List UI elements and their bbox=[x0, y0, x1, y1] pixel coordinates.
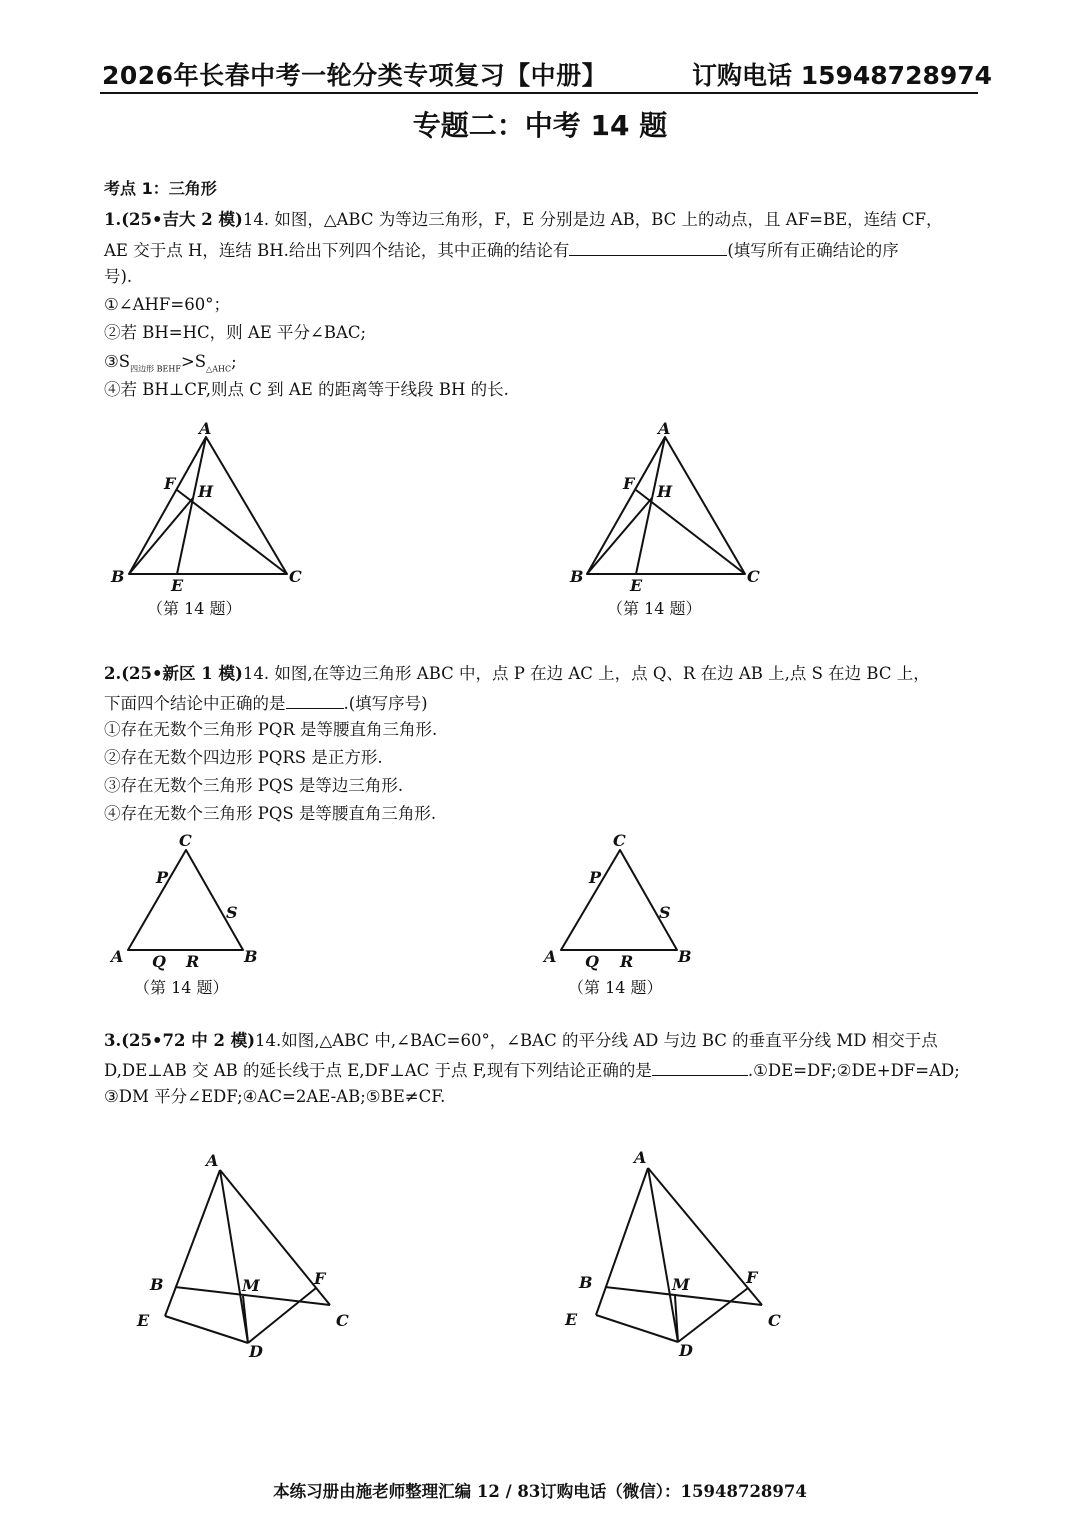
q2-source: (25•新区 1 模) bbox=[121, 664, 243, 683]
q1-figure-caption-left: （第 14 题） bbox=[147, 599, 242, 618]
q1-text-a: 14. 如图，△ABC 为等边三角形，F，E 分别是边 AB，BC 上的动点，且 AF=BE，连结 CF， bbox=[242, 210, 943, 229]
q2r-triangle-abc bbox=[561, 850, 677, 950]
q3r-segment-ad bbox=[648, 1168, 678, 1342]
q2-text-b1: 下面四个结论中正确的是 bbox=[104, 694, 286, 713]
q2-figure-caption-right: （第 14 题） bbox=[568, 978, 663, 997]
q1-text-b1: AE 交于点 H，连结 BH.给出下列四个结论，其中正确的结论有 bbox=[104, 241, 570, 260]
q3-source: (25•72 中 2 模) bbox=[121, 1031, 256, 1050]
q2-figure-left bbox=[128, 850, 243, 950]
q1l-segment-ae bbox=[177, 437, 206, 574]
q2-conclusion-3: ③存在无数个三角形 PQS 是等边三角形. bbox=[104, 776, 404, 795]
q3-text-c: ③DM 平分∠EDF;④AC=2AE-AB;⑤BE≠CF. bbox=[104, 1087, 446, 1106]
q1l-label-f: F bbox=[164, 474, 176, 493]
q2r-label-c: C bbox=[613, 831, 626, 850]
q1l-segment-cf bbox=[177, 490, 287, 574]
q1-c3-mid: >S bbox=[180, 352, 207, 371]
q3l-label-m: M bbox=[242, 1276, 260, 1295]
q2-figure-right bbox=[561, 850, 677, 950]
q3r-label-b: B bbox=[579, 1273, 593, 1292]
q3r-segment-ae bbox=[596, 1168, 648, 1315]
q1l-label-b: B bbox=[111, 567, 125, 586]
q3r-segment-ac bbox=[648, 1168, 762, 1305]
q3-figure-left bbox=[165, 1170, 330, 1343]
q3r-label-d: D bbox=[679, 1341, 693, 1360]
q2r-label-a: A bbox=[544, 947, 557, 966]
q2r-label-p: P bbox=[589, 868, 602, 887]
q1-conclusion-2: ②若 BH=HC，则 AE 平分∠BAC; bbox=[104, 323, 367, 342]
q3l-label-d: D bbox=[249, 1342, 263, 1361]
q3-text-a: 14.如图,△ABC 中,∠BAC=60°，∠BAC 的平分线 AD 与边 BC 的垂直平分线 MD 相交于点 bbox=[255, 1031, 938, 1050]
q2r-label-r: R bbox=[620, 952, 634, 971]
q1-text-c: 号). bbox=[104, 267, 133, 286]
page-footer: 本练习册由施老师整理汇编 12 / 83订购电话（微信）：15948728974 bbox=[273, 1482, 807, 1501]
q1-text-b2: (填写所有正确结论的序 bbox=[727, 241, 899, 260]
q3l-segment-ae bbox=[165, 1170, 220, 1316]
q2l-label-a: A bbox=[111, 947, 124, 966]
q1l-label-e: E bbox=[171, 576, 184, 595]
q3r-label-m: M bbox=[672, 1275, 690, 1294]
q3r-segment-de bbox=[596, 1315, 678, 1342]
q3r-label-e: E bbox=[565, 1310, 578, 1329]
q1-c3-sub1: 四边形 BEHF bbox=[130, 364, 181, 374]
q3r-label-f: F bbox=[746, 1268, 758, 1287]
q2-conclusion-2: ②存在无数个四边形 PQRS 是正方形. bbox=[104, 748, 383, 767]
q1-conclusion-1: ①∠AHF=60°； bbox=[104, 295, 230, 314]
q2l-label-s: S bbox=[226, 903, 238, 922]
q1-c3-sub2: △AHC bbox=[206, 364, 232, 374]
q2l-label-q: Q bbox=[152, 952, 166, 971]
q2l-label-r: R bbox=[186, 952, 200, 971]
q1-number: 1. bbox=[104, 210, 122, 229]
q2-conclusion-1: ①存在无数个三角形 PQR 是等腰直角三角形. bbox=[104, 720, 438, 739]
q1r-label-e: E bbox=[630, 576, 643, 595]
q3-number: 3. bbox=[104, 1031, 122, 1050]
q3r-label-a: A bbox=[634, 1148, 647, 1167]
q3-text-b2: .①DE=DF;②DE+DF=AD; bbox=[747, 1061, 960, 1080]
q2r-label-q: Q bbox=[585, 952, 599, 971]
topic-heading: 考点 1：三角形 bbox=[104, 179, 217, 198]
q3l-label-c: C bbox=[336, 1311, 349, 1330]
q1l-label-h: H bbox=[198, 482, 214, 501]
q1r-label-f: F bbox=[623, 474, 635, 493]
q1r-segment-cf bbox=[636, 490, 745, 574]
q1r-label-c: C bbox=[747, 567, 760, 586]
q2-conclusion-4: ④存在无数个三角形 PQS 是等腰直角三角形. bbox=[104, 804, 437, 823]
q1-conclusion-4: ④若 BH⊥CF,则点 C 到 AE 的距离等于线段 BH 的长. bbox=[104, 380, 509, 399]
q3-figure-right bbox=[596, 1168, 762, 1342]
q2-figure-caption-left: （第 14 题） bbox=[134, 978, 229, 997]
q3l-label-a: A bbox=[206, 1151, 219, 1170]
q1r-label-b: B bbox=[570, 567, 584, 586]
q2l-label-b: B bbox=[244, 947, 258, 966]
q1-figure-left bbox=[129, 437, 287, 574]
q1l-label-a: A bbox=[199, 419, 212, 438]
section-title: 专题二：中考 14 题 bbox=[412, 109, 668, 142]
q1r-segment-ae bbox=[636, 437, 665, 574]
q1-source: (25•吉大 2 模) bbox=[121, 210, 243, 229]
q3-text-b1: D,DE⊥AB 交 AB 的延长线于点 E,DF⊥AC 于点 F,现有下列结论正确的是 bbox=[104, 1061, 652, 1080]
q1-figure-right bbox=[587, 437, 745, 574]
q2l-label-p: P bbox=[156, 868, 169, 887]
q2-text-b2: .(填写序号) bbox=[343, 694, 428, 713]
q1l-segment-bh bbox=[129, 498, 193, 574]
q1l-label-c: C bbox=[289, 567, 302, 586]
q1r-label-a: A bbox=[658, 419, 671, 438]
q2r-label-b: B bbox=[678, 947, 692, 966]
header-title: 2026年长春中考一轮分类专项复习【中册】 bbox=[102, 61, 608, 90]
q2l-label-c: C bbox=[179, 831, 192, 850]
q2r-label-s: S bbox=[659, 903, 671, 922]
q1l-triangle-abc bbox=[129, 437, 287, 574]
q1-c3-post: ; bbox=[231, 352, 237, 371]
q1r-triangle-abc bbox=[587, 437, 745, 574]
q3l-segment-de bbox=[165, 1316, 248, 1343]
q3l-label-e: E bbox=[137, 1311, 150, 1330]
q2-number: 2. bbox=[104, 664, 122, 683]
q2l-triangle-abc bbox=[128, 850, 243, 950]
q1-figure-caption-right: （第 14 题） bbox=[607, 599, 702, 618]
q3r-label-c: C bbox=[768, 1311, 781, 1330]
header-order-phone: 订购电话 15948728974 bbox=[692, 61, 993, 90]
q3l-segment-ad bbox=[220, 1170, 248, 1343]
q1r-segment-bh bbox=[587, 498, 652, 574]
q1r-label-h: H bbox=[657, 482, 673, 501]
q1-c3-pre: ③S bbox=[104, 352, 131, 371]
q3l-label-f: F bbox=[314, 1269, 326, 1288]
q2-text-a: 14. 如图,在等边三角形 ABC 中，点 P 在边 AC 上，点 Q、R 在边 AB 上,点 S 在边 BC 上， bbox=[242, 664, 930, 683]
q3l-label-b: B bbox=[150, 1275, 164, 1294]
